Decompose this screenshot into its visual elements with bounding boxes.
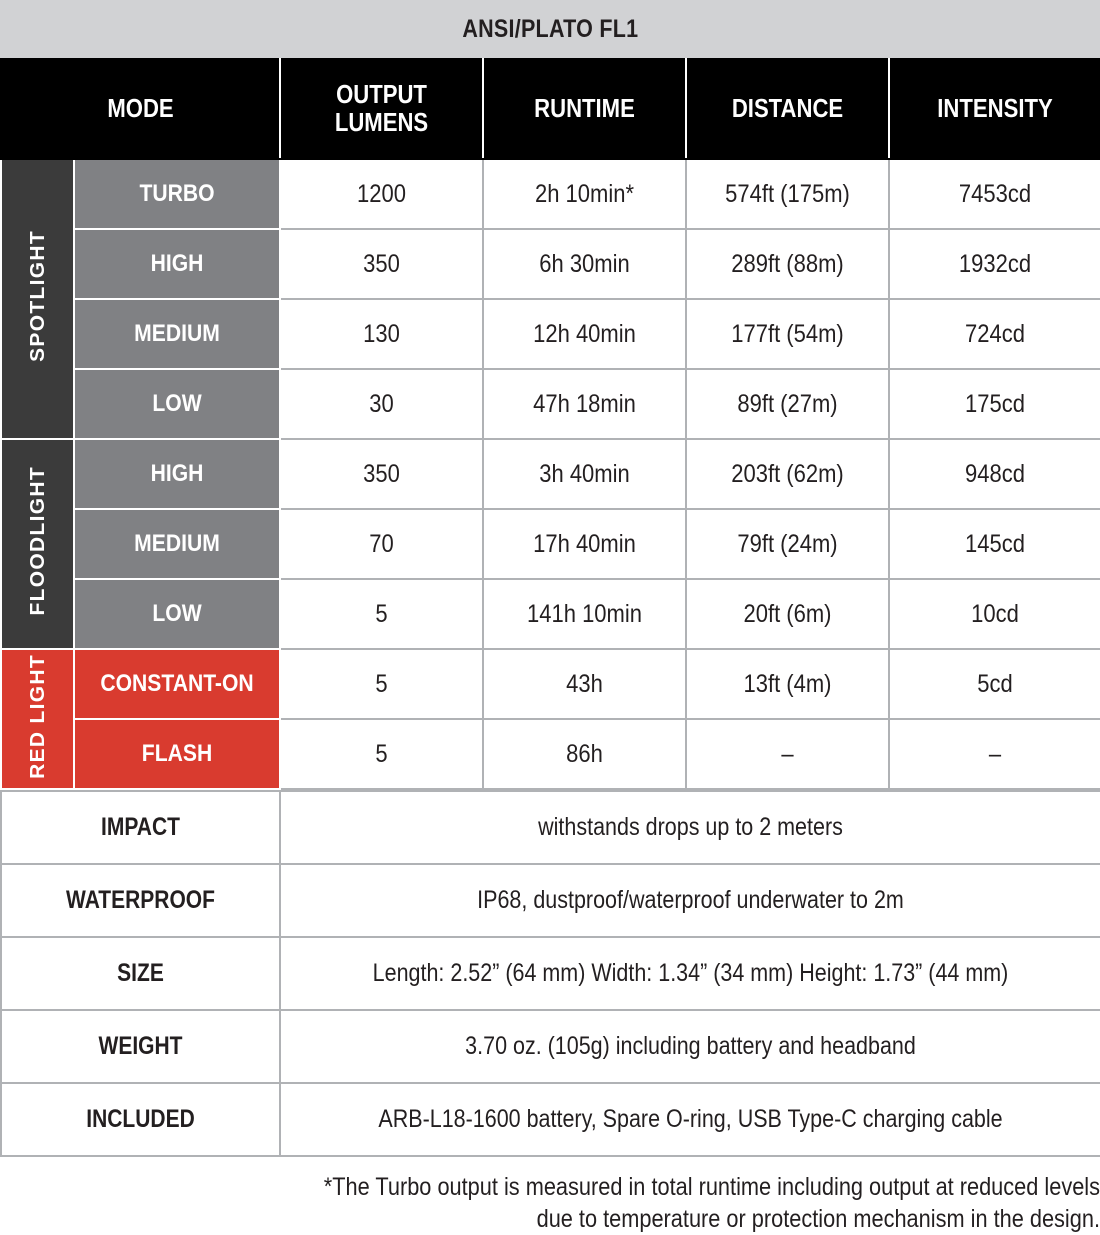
spec-row	[1, 791, 1100, 864]
intensity-value: 724cd	[965, 319, 1025, 348]
category-label-text: SPOTLIGHT	[25, 230, 49, 362]
intensity-cell	[889, 299, 1100, 369]
footnote-line-1: *The Turbo output is measured in total runtime including output at reduced levels	[323, 1173, 1100, 1201]
runtime-value: 141h 10min	[527, 599, 642, 628]
intensity-cell	[889, 369, 1100, 439]
column-header-mode-label: MODE	[107, 93, 174, 124]
output-cell	[280, 369, 483, 439]
distance-value: 20ft (6m)	[743, 599, 832, 628]
category-label-text: FLOODLIGHT	[25, 466, 49, 616]
runtime-cell	[483, 579, 686, 649]
column-header-runtime-label: RUNTIME	[534, 93, 635, 124]
category-label-spotlight	[1, 159, 74, 439]
distance-cell	[686, 159, 889, 229]
distance-value: 177ft (54m)	[731, 319, 844, 348]
spec-label-text: SIZE	[117, 959, 164, 987]
spec-label-text: INCLUDED	[86, 1105, 195, 1133]
runtime-cell	[483, 649, 686, 719]
intensity-cell	[889, 439, 1100, 509]
spec-label-impact	[1, 791, 280, 864]
column-header-output-lumens	[280, 59, 483, 159]
column-header-runtime	[483, 59, 686, 159]
runtime-value: 43h	[566, 669, 603, 698]
runtime-cell	[483, 369, 686, 439]
distance-value: –	[781, 739, 794, 768]
output-cell	[280, 299, 483, 369]
spec-label-waterproof	[1, 864, 280, 937]
spec-label-size	[1, 937, 280, 1010]
output-value: 30	[369, 389, 394, 418]
mode-label: CONSTANT-ON	[100, 670, 254, 697]
distance-cell	[686, 579, 889, 649]
mode-cell	[74, 299, 280, 369]
spec-row	[1, 1083, 1100, 1156]
footnote	[0, 1157, 1100, 1235]
column-header-distance	[686, 59, 889, 159]
spec-value-included	[280, 1083, 1100, 1156]
mode-cell	[74, 579, 280, 649]
runtime-cell	[483, 439, 686, 509]
spec-label-text: IMPACT	[101, 813, 180, 841]
mode-cell	[74, 439, 280, 509]
table-title-bar	[0, 0, 1100, 58]
spec-label-text: WEIGHT	[98, 1032, 183, 1060]
runtime-value: 17h 40min	[533, 529, 636, 558]
column-header-output-label: OUTPUT LUMENS	[334, 79, 429, 137]
spec-value-weight	[280, 1010, 1100, 1083]
mode-label: MEDIUM	[134, 320, 220, 347]
mode-label: LOW	[152, 600, 202, 627]
spec-value-text: 3.70 oz. (105g) including battery and headband	[465, 1032, 916, 1060]
output-cell	[280, 509, 483, 579]
mode-cell	[74, 719, 280, 789]
distance-cell	[686, 719, 889, 789]
intensity-cell	[889, 159, 1100, 229]
output-cell	[280, 579, 483, 649]
distance-cell	[686, 439, 889, 509]
specifications-table	[0, 790, 1100, 1157]
spec-value-impact	[280, 791, 1100, 864]
category-label-red-light	[1, 649, 74, 789]
output-value: 70	[369, 529, 394, 558]
intensity-cell	[889, 719, 1100, 789]
runtime-cell	[483, 229, 686, 299]
spec-value-text: Length: 2.52” (64 mm) Width: 1.34” (34 mm) Height: 1.73” (44 mm)	[372, 959, 1009, 987]
page-title: ANSI/PLATO FL1	[461, 14, 639, 43]
runtime-value: 47h 18min	[533, 389, 636, 418]
runtime-cell	[483, 299, 686, 369]
intensity-value: 10cd	[971, 599, 1019, 628]
mode-cell	[74, 509, 280, 579]
column-header-intensity-label: INTENSITY	[937, 93, 1053, 124]
spec-row	[1, 864, 1100, 937]
distance-cell	[686, 369, 889, 439]
runtime-value: 12h 40min	[533, 319, 636, 348]
column-header-intensity	[889, 59, 1100, 159]
spec-value-text: IP68, dustproof/waterproof underwater to 2m	[477, 886, 904, 914]
intensity-cell	[889, 649, 1100, 719]
intensity-cell	[889, 509, 1100, 579]
distance-value: 13ft (4m)	[743, 669, 832, 698]
spec-row	[1, 1010, 1100, 1083]
distance-value: 79ft (24m)	[737, 529, 838, 558]
spec-label-weight	[1, 1010, 280, 1083]
output-value: 5	[375, 599, 388, 628]
spec-label-text: WATERPROOF	[66, 886, 215, 914]
mode-cell	[74, 229, 280, 299]
intensity-value: 175cd	[965, 389, 1025, 418]
intensity-value: 948cd	[965, 459, 1025, 488]
intensity-value: 1932cd	[958, 249, 1032, 278]
intensity-value: 7453cd	[958, 179, 1032, 208]
table-row	[1, 439, 1100, 509]
mode-cell	[74, 369, 280, 439]
intensity-value: 145cd	[965, 529, 1025, 558]
mode-label: FLASH	[141, 740, 213, 767]
spec-value-size	[280, 937, 1100, 1010]
distance-value: 574ft (175m)	[725, 179, 850, 208]
intensity-cell	[889, 229, 1100, 299]
runtime-value: 86h	[566, 739, 603, 768]
distance-cell	[686, 649, 889, 719]
runtime-value: 6h 30min	[539, 249, 630, 278]
distance-cell	[686, 299, 889, 369]
table-row	[1, 509, 1100, 579]
mode-label: TURBO	[139, 180, 215, 207]
distance-value: 289ft (88m)	[731, 249, 844, 278]
runtime-value: 3h 40min	[539, 459, 630, 488]
category-label-text: RED LIGHT	[25, 653, 49, 779]
output-cell	[280, 649, 483, 719]
runtime-cell	[483, 509, 686, 579]
distance-value: 89ft (27m)	[737, 389, 838, 418]
table-row	[1, 159, 1100, 229]
mode-cell	[74, 649, 280, 719]
output-value: 1200	[357, 179, 406, 208]
table-row	[1, 369, 1100, 439]
table-row	[1, 719, 1100, 789]
output-cell	[280, 439, 483, 509]
spec-value-text: ARB-L18-1600 battery, Spare O-ring, USB Type-C charging cable	[378, 1105, 1003, 1133]
intensity-value: 5cd	[977, 669, 1013, 698]
mode-label: HIGH	[150, 460, 204, 487]
runtime-cell	[483, 719, 686, 789]
output-value: 130	[363, 319, 400, 348]
table-row	[1, 229, 1100, 299]
performance-table	[0, 58, 1100, 790]
output-cell	[280, 719, 483, 789]
spec-value-text: withstands drops up to 2 meters	[538, 813, 843, 841]
mode-label: MEDIUM	[134, 530, 220, 557]
spec-row	[1, 937, 1100, 1010]
output-cell	[280, 229, 483, 299]
spec-value-waterproof	[280, 864, 1100, 937]
table-row	[1, 649, 1100, 719]
output-value: 350	[363, 249, 400, 278]
mode-label: LOW	[152, 390, 202, 417]
runtime-value: 2h 10min*	[534, 179, 635, 208]
table-header-row	[1, 59, 1100, 159]
column-header-distance-label: DISTANCE	[731, 93, 844, 124]
output-value: 350	[363, 459, 400, 488]
runtime-cell	[483, 159, 686, 229]
output-value: 5	[375, 669, 388, 698]
distance-cell	[686, 509, 889, 579]
mode-cell	[74, 159, 280, 229]
distance-value: 203ft (62m)	[731, 459, 844, 488]
mode-label: HIGH	[150, 250, 204, 277]
intensity-value: –	[988, 739, 1002, 768]
spec-label-included	[1, 1083, 280, 1156]
output-value: 5	[375, 739, 388, 768]
column-header-mode	[1, 59, 280, 159]
intensity-cell	[889, 579, 1100, 649]
table-row	[1, 299, 1100, 369]
output-cell	[280, 159, 483, 229]
footnote-line-2: due to temperature or protection mechanism in the design.	[536, 1205, 1100, 1233]
table-row	[1, 579, 1100, 649]
category-label-floodlight	[1, 439, 74, 649]
distance-cell	[686, 229, 889, 299]
